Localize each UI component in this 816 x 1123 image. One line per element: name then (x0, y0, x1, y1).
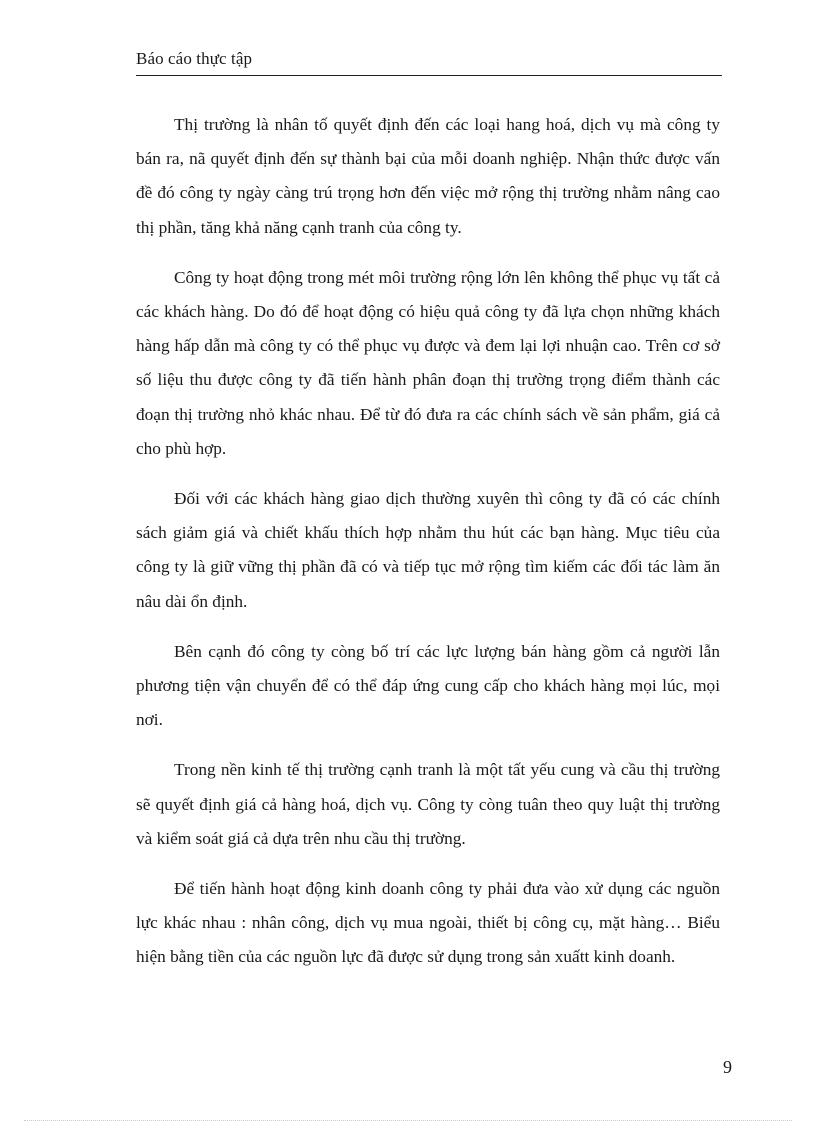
page-header (136, 48, 722, 70)
paragraph: Trong nền kinh tế thị trường cạnh tranh là một tất yếu cung và cầu thị trường sẽ quyết định giá cả hàng hoá, dịch vụ. Công ty còng tuân theo quy luật thị trường và kiểm soát giá cả dựa trên nhu cầu thị trường. (136, 760, 720, 848)
paragraph: Để tiến hành hoạt động kinh doanh công ty phải đưa vào xử dụng các nguồn lực khác nhau : nhân công, dịch vụ mua ngoài, thiết bị công cụ, mặt hàng… Biểu hiện bằng tiền của các nguồn lực đã được sử dụng trong sản xuấtt kinh doanh. (136, 879, 720, 967)
paragraph: Thị trường là nhân tố quyết định đến các loại hang hoá, dịch vụ mà công ty bán ra, nã quyết định đến sự thành bại của mỗi doanh nghiệp. Nhận thức được vấn đề đó công ty ngày càng trú trọng hơn đến việc mở rộng thị trường nhằm nâng cao thị phần, tăng khả năng cạnh tranh của công ty. (136, 115, 720, 237)
paragraph: Đối với các khách hàng giao dịch thường xuyên thì công ty đã có các chính sách giảm giá và chiết khấu thích hợp nhằm thu hút các bạn hàng. Mục tiêu của công ty là giữ vững thị phần đã có và tiếp tục mở rộng tìm kiếm các đối tác làm ăn nâu dài ổn định. (136, 489, 720, 611)
paragraph: Công ty hoạt động trong mét môi trường rộng lớn lên không thể phục vụ tất cả các khách hàng. Do đó để hoạt động có hiệu quả công ty đã lựa chọn những khách hàng hấp dẫn mà công ty có thể phục vụ được và đem lại lợi nhuận cao. Trên cơ sở số liệu thu được công ty đã tiến hành phân đoạn thị trường trọng điểm thành các đoạn thị trường nhỏ khác nhau. Để từ đó đưa ra các chính sách về sản phẩm, giá cả cho phù hợp. (136, 267, 720, 458)
page-number: 9 (723, 1057, 732, 1077)
body-text (136, 108, 720, 991)
header-rule (136, 75, 722, 76)
header-title: Báo cáo thực tập (136, 49, 253, 68)
paragraph: Bên cạnh đó công ty còng bố trí các lực lượng bán hàng gồm cả người lẫn phương tiện vận chuyển để có thể đáp ứng cung cấp cho khách hàng mọi lúc, mọi nơi. (136, 641, 720, 730)
page-edge-divider (24, 1120, 792, 1121)
